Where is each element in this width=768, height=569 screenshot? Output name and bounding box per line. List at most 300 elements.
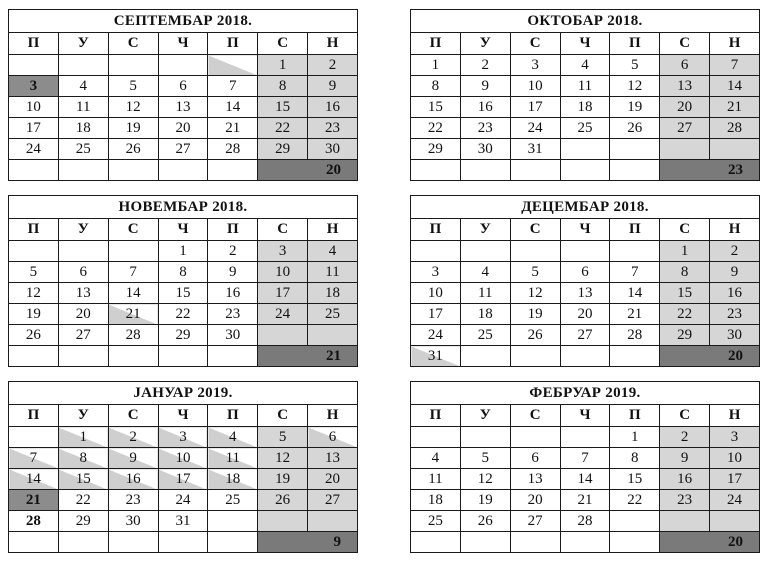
day-cell: 8 <box>158 262 208 283</box>
day-cell: 29 <box>660 325 710 346</box>
day-cell: 10 <box>510 76 560 97</box>
week-row <box>411 304 760 325</box>
week-row <box>9 139 358 160</box>
day-cell <box>460 427 510 448</box>
day-cell: 26 <box>9 325 59 346</box>
day-cell: 21 <box>710 97 760 118</box>
weekday-header: У <box>460 405 510 427</box>
day-cell: 3 <box>710 427 760 448</box>
day-cell: 27 <box>308 490 358 511</box>
week-row <box>411 532 760 553</box>
day-cell: 23 <box>208 304 258 325</box>
day-cell: 17 <box>710 469 760 490</box>
day-cell: 28 <box>560 511 610 532</box>
day-cell: 20 <box>660 97 710 118</box>
day-cell: 27 <box>560 325 610 346</box>
day-cell <box>710 139 760 160</box>
weekday-header: С <box>108 405 158 427</box>
day-cell: 2 <box>208 241 258 262</box>
day-cell: 4 <box>208 427 258 448</box>
weekday-header: Н <box>308 33 358 55</box>
day-cell <box>9 55 59 76</box>
week-row <box>9 469 358 490</box>
day-cell: 6 <box>660 55 710 76</box>
weekday-header: С <box>108 219 158 241</box>
day-cell <box>158 160 208 181</box>
day-cell: 29 <box>258 139 308 160</box>
weekday-header: Ч <box>158 33 208 55</box>
day-cell <box>411 160 461 181</box>
day-cell: 30 <box>308 139 358 160</box>
day-cell <box>411 532 461 553</box>
weekday-header: П <box>610 33 660 55</box>
day-cell: 22 <box>660 304 710 325</box>
day-cell: 18 <box>460 304 510 325</box>
day-cell: 20 <box>308 469 358 490</box>
day-cell: 10 <box>158 448 208 469</box>
day-cell: 1 <box>660 241 710 262</box>
day-cell <box>9 241 59 262</box>
day-cell: 13 <box>58 283 108 304</box>
day-cell: 1 <box>610 427 660 448</box>
day-cell: 2 <box>710 241 760 262</box>
day-cell: 19 <box>108 118 158 139</box>
day-cell <box>560 139 610 160</box>
day-cell: 21 <box>208 118 258 139</box>
weekday-header: С <box>510 405 560 427</box>
day-cell <box>510 427 560 448</box>
day-cell: 27 <box>158 139 208 160</box>
working-days-total: 20 <box>660 532 760 553</box>
day-cell: 16 <box>108 469 158 490</box>
day-cell: 8 <box>58 448 108 469</box>
weekday-header: Ч <box>560 219 610 241</box>
weekday-header: У <box>58 33 108 55</box>
day-cell <box>660 139 710 160</box>
day-cell: 9 <box>660 448 710 469</box>
day-cell: 2 <box>460 55 510 76</box>
day-cell: 3 <box>510 55 560 76</box>
week-row <box>9 118 358 139</box>
day-cell: 13 <box>158 97 208 118</box>
month-title: НОВЕМБАР 2018. <box>9 196 358 219</box>
day-cell: 2 <box>308 55 358 76</box>
day-cell: 9 <box>308 76 358 97</box>
day-cell: 1 <box>258 55 308 76</box>
day-cell <box>208 160 258 181</box>
month-calendar <box>410 9 760 181</box>
day-cell <box>158 55 208 76</box>
day-cell: 28 <box>9 511 59 532</box>
day-cell <box>9 346 59 367</box>
day-cell: 12 <box>510 283 560 304</box>
week-row <box>411 97 760 118</box>
month-title: ФЕБРУАР 2019. <box>411 382 760 405</box>
day-cell <box>258 325 308 346</box>
day-cell: 24 <box>510 118 560 139</box>
month-calendar <box>8 195 358 367</box>
week-row <box>9 160 358 181</box>
day-cell: 2 <box>108 427 158 448</box>
day-cell: 27 <box>660 118 710 139</box>
week-row <box>9 346 358 367</box>
day-cell: 30 <box>460 139 510 160</box>
day-cell: 28 <box>610 325 660 346</box>
day-cell: 9 <box>108 448 158 469</box>
weekday-header: Ч <box>158 405 208 427</box>
day-cell: 22 <box>58 490 108 511</box>
day-cell: 5 <box>460 448 510 469</box>
day-cell: 19 <box>610 97 660 118</box>
day-cell: 8 <box>610 448 660 469</box>
week-row <box>411 118 760 139</box>
working-days-total: 20 <box>660 346 760 367</box>
day-cell: 23 <box>308 118 358 139</box>
day-cell: 11 <box>308 262 358 283</box>
day-cell: 24 <box>258 304 308 325</box>
day-cell <box>258 511 308 532</box>
day-cell: 15 <box>610 469 660 490</box>
day-cell: 1 <box>411 55 461 76</box>
weekday-header: Ч <box>158 219 208 241</box>
day-cell: 14 <box>9 469 59 490</box>
weekday-header: П <box>411 405 461 427</box>
week-row <box>411 448 760 469</box>
weekday-header: П <box>208 219 258 241</box>
week-row <box>9 532 358 553</box>
day-cell: 27 <box>510 511 560 532</box>
day-cell: 13 <box>660 76 710 97</box>
day-cell: 7 <box>560 448 610 469</box>
day-cell: 17 <box>158 469 208 490</box>
day-cell: 16 <box>460 97 510 118</box>
weekday-header: У <box>460 219 510 241</box>
day-cell: 14 <box>560 469 610 490</box>
weekday-header: П <box>208 405 258 427</box>
weekday-header: С <box>660 219 710 241</box>
week-row <box>9 262 358 283</box>
day-cell <box>560 241 610 262</box>
day-cell: 16 <box>710 283 760 304</box>
day-cell <box>510 532 560 553</box>
day-cell <box>108 532 158 553</box>
day-cell: 11 <box>58 97 108 118</box>
weekday-header: П <box>9 219 59 241</box>
day-cell: 18 <box>208 469 258 490</box>
weekday-header: С <box>660 33 710 55</box>
day-cell: 31 <box>510 139 560 160</box>
day-cell <box>510 160 560 181</box>
day-cell <box>58 55 108 76</box>
day-cell: 24 <box>411 325 461 346</box>
day-cell: 26 <box>460 511 510 532</box>
day-cell: 4 <box>58 76 108 97</box>
week-row <box>411 262 760 283</box>
day-cell <box>510 241 560 262</box>
week-row <box>411 55 760 76</box>
weekday-header: С <box>510 33 560 55</box>
day-cell: 7 <box>9 448 59 469</box>
day-cell: 10 <box>9 97 59 118</box>
day-cell <box>58 532 108 553</box>
day-cell <box>610 532 660 553</box>
day-cell: 26 <box>510 325 560 346</box>
day-cell: 3 <box>411 262 461 283</box>
day-cell: 25 <box>58 139 108 160</box>
day-cell: 21 <box>610 304 660 325</box>
day-cell: 5 <box>510 262 560 283</box>
day-cell: 10 <box>710 448 760 469</box>
day-cell: 6 <box>510 448 560 469</box>
week-row <box>411 241 760 262</box>
week-row <box>411 325 760 346</box>
week-row <box>411 139 760 160</box>
day-cell <box>460 160 510 181</box>
day-cell: 4 <box>460 262 510 283</box>
weekday-header: Н <box>710 405 760 427</box>
month-title: ДЕЦЕМБАР 2018. <box>411 196 760 219</box>
day-cell <box>208 511 258 532</box>
weekday-header: У <box>58 219 108 241</box>
day-cell: 28 <box>108 325 158 346</box>
day-cell: 25 <box>411 511 461 532</box>
weekday-header: П <box>610 405 660 427</box>
day-cell: 28 <box>710 118 760 139</box>
day-cell <box>560 160 610 181</box>
day-cell: 8 <box>411 76 461 97</box>
day-cell: 24 <box>9 139 59 160</box>
day-cell: 15 <box>660 283 710 304</box>
weekday-header: Н <box>308 219 358 241</box>
day-cell: 6 <box>58 262 108 283</box>
week-row <box>9 490 358 511</box>
day-cell <box>560 427 610 448</box>
day-cell: 29 <box>411 139 461 160</box>
weekday-header: С <box>258 33 308 55</box>
week-row <box>411 346 760 367</box>
day-cell: 17 <box>258 283 308 304</box>
day-cell: 29 <box>58 511 108 532</box>
day-cell: 12 <box>460 469 510 490</box>
day-cell <box>460 346 510 367</box>
weekday-header: С <box>510 219 560 241</box>
day-cell: 14 <box>710 76 760 97</box>
day-cell <box>411 241 461 262</box>
day-cell: 31 <box>411 346 461 367</box>
day-cell: 8 <box>258 76 308 97</box>
day-cell <box>158 346 208 367</box>
day-cell: 4 <box>308 241 358 262</box>
day-cell <box>208 346 258 367</box>
weekday-header: У <box>58 405 108 427</box>
day-cell <box>308 511 358 532</box>
day-cell: 30 <box>710 325 760 346</box>
day-cell <box>560 346 610 367</box>
day-cell: 9 <box>460 76 510 97</box>
day-cell <box>660 511 710 532</box>
day-cell: 16 <box>208 283 258 304</box>
month-title: ЈАНУАР 2019. <box>9 382 358 405</box>
day-cell: 14 <box>108 283 158 304</box>
day-cell: 17 <box>9 118 59 139</box>
weekday-header: П <box>208 33 258 55</box>
day-cell: 12 <box>258 448 308 469</box>
day-cell <box>560 532 610 553</box>
day-cell <box>208 532 258 553</box>
day-cell: 21 <box>560 490 610 511</box>
day-cell <box>58 160 108 181</box>
weekday-header: П <box>9 405 59 427</box>
day-cell <box>610 241 660 262</box>
day-cell: 11 <box>460 283 510 304</box>
day-cell <box>9 160 59 181</box>
weekday-header: С <box>660 405 710 427</box>
day-cell: 22 <box>158 304 208 325</box>
day-cell: 13 <box>510 469 560 490</box>
day-cell <box>610 511 660 532</box>
day-cell <box>510 346 560 367</box>
day-cell: 10 <box>411 283 461 304</box>
day-cell <box>610 160 660 181</box>
week-row <box>9 283 358 304</box>
week-row <box>411 511 760 532</box>
day-cell: 12 <box>610 76 660 97</box>
day-cell <box>58 346 108 367</box>
day-cell: 25 <box>308 304 358 325</box>
day-cell <box>411 427 461 448</box>
weekday-header: У <box>460 33 510 55</box>
week-row <box>411 76 760 97</box>
day-cell: 7 <box>108 262 158 283</box>
week-row <box>9 76 358 97</box>
day-cell: 15 <box>158 283 208 304</box>
day-cell: 6 <box>560 262 610 283</box>
weekday-header: С <box>258 405 308 427</box>
day-cell: 20 <box>58 304 108 325</box>
day-cell: 18 <box>58 118 108 139</box>
day-cell: 20 <box>510 490 560 511</box>
day-cell <box>9 532 59 553</box>
day-cell: 5 <box>9 262 59 283</box>
day-cell <box>460 241 510 262</box>
day-cell <box>158 532 208 553</box>
day-cell: 19 <box>9 304 59 325</box>
day-cell: 19 <box>258 469 308 490</box>
weekday-header: П <box>610 219 660 241</box>
month-calendar <box>8 9 358 181</box>
day-cell: 25 <box>208 490 258 511</box>
day-cell <box>460 532 510 553</box>
day-cell: 7 <box>610 262 660 283</box>
week-row <box>9 55 358 76</box>
day-cell: 18 <box>411 490 461 511</box>
weekday-header: С <box>258 219 308 241</box>
day-cell: 24 <box>158 490 208 511</box>
day-cell: 5 <box>108 76 158 97</box>
day-cell: 9 <box>208 262 258 283</box>
day-cell: 26 <box>108 139 158 160</box>
day-cell: 23 <box>710 304 760 325</box>
day-cell: 6 <box>308 427 358 448</box>
day-cell: 6 <box>158 76 208 97</box>
working-days-total: 9 <box>258 532 358 553</box>
weekday-header: Н <box>308 405 358 427</box>
day-cell <box>108 160 158 181</box>
day-cell: 13 <box>308 448 358 469</box>
day-cell: 16 <box>660 469 710 490</box>
day-cell: 21 <box>108 304 158 325</box>
working-days-total: 23 <box>660 160 760 181</box>
day-cell: 4 <box>560 55 610 76</box>
day-cell: 31 <box>158 511 208 532</box>
day-cell: 11 <box>208 448 258 469</box>
day-cell: 15 <box>258 97 308 118</box>
weekday-header: Н <box>710 33 760 55</box>
day-cell: 5 <box>258 427 308 448</box>
week-row <box>411 469 760 490</box>
day-cell: 9 <box>710 262 760 283</box>
day-cell: 25 <box>560 118 610 139</box>
day-cell: 13 <box>560 283 610 304</box>
month-title: СЕПТЕМБАР 2018. <box>9 10 358 33</box>
day-cell: 4 <box>411 448 461 469</box>
day-cell: 5 <box>610 55 660 76</box>
working-days-total: 21 <box>258 346 358 367</box>
day-cell: 26 <box>610 118 660 139</box>
day-cell: 3 <box>9 76 59 97</box>
day-cell <box>9 427 59 448</box>
week-row <box>411 160 760 181</box>
week-row <box>9 241 358 262</box>
day-cell: 22 <box>411 118 461 139</box>
day-cell: 30 <box>208 325 258 346</box>
day-cell: 19 <box>460 490 510 511</box>
day-cell: 8 <box>660 262 710 283</box>
day-cell: 7 <box>710 55 760 76</box>
day-cell <box>610 139 660 160</box>
weekday-header: С <box>108 33 158 55</box>
day-cell: 28 <box>208 139 258 160</box>
day-cell: 14 <box>208 97 258 118</box>
day-cell: 18 <box>308 283 358 304</box>
month-title: ОКТОБАР 2018. <box>411 10 760 33</box>
day-cell: 30 <box>108 511 158 532</box>
day-cell: 19 <box>510 304 560 325</box>
day-cell: 18 <box>560 97 610 118</box>
day-cell: 22 <box>610 490 660 511</box>
day-cell: 3 <box>258 241 308 262</box>
day-cell: 3 <box>158 427 208 448</box>
day-cell: 20 <box>560 304 610 325</box>
day-cell: 11 <box>560 76 610 97</box>
weekday-header: Н <box>710 219 760 241</box>
weekday-header: П <box>411 33 461 55</box>
day-cell <box>58 241 108 262</box>
week-row <box>9 427 358 448</box>
week-row <box>9 511 358 532</box>
day-cell: 17 <box>411 304 461 325</box>
month-calendar <box>8 381 358 553</box>
day-cell: 15 <box>58 469 108 490</box>
day-cell <box>710 511 760 532</box>
day-cell: 22 <box>258 118 308 139</box>
day-cell: 1 <box>58 427 108 448</box>
day-cell <box>108 55 158 76</box>
day-cell: 17 <box>510 97 560 118</box>
day-cell <box>208 55 258 76</box>
day-cell: 21 <box>9 490 59 511</box>
weekday-header: П <box>9 33 59 55</box>
